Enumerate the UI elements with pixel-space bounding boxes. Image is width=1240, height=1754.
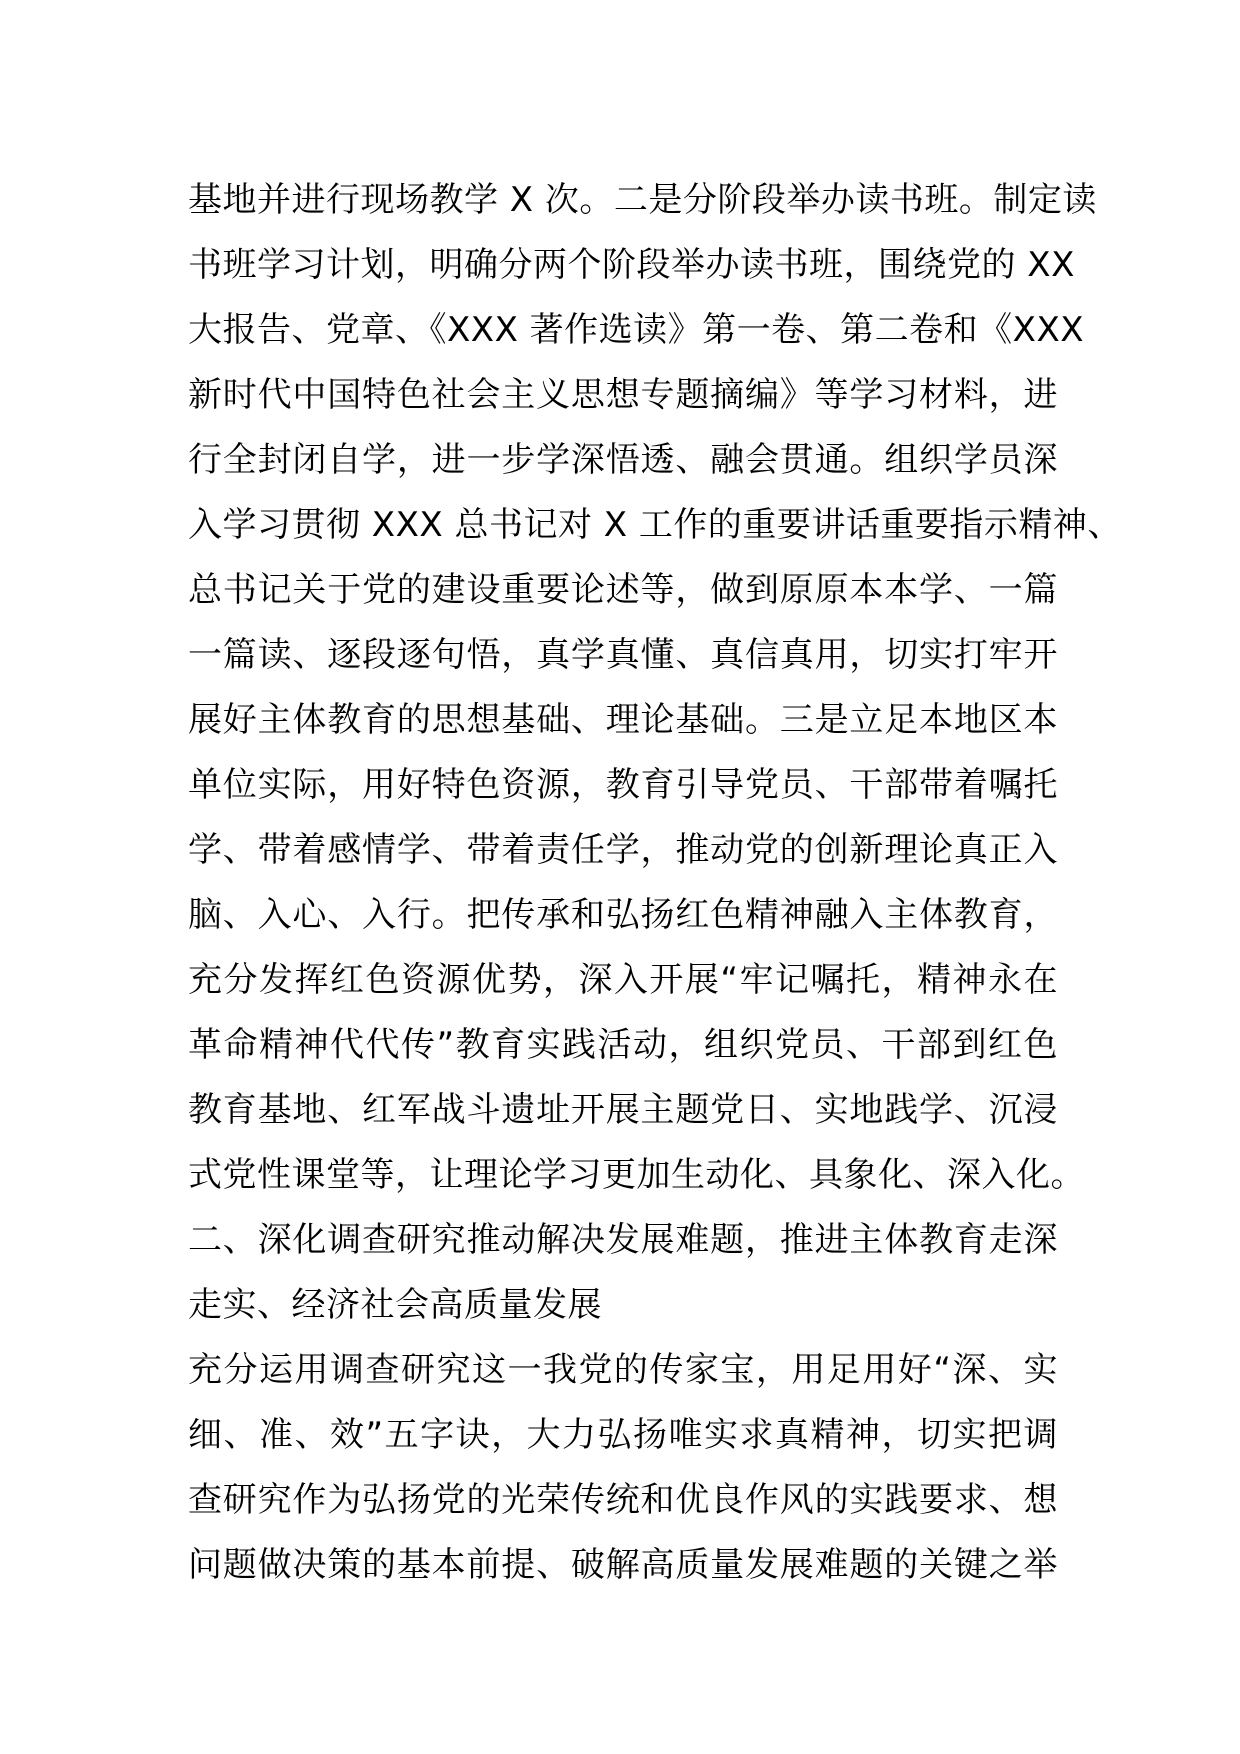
text-line: 展好主体教育的思想基础、理论基础。三是立足本地区本 xyxy=(188,700,1058,740)
text-line: 学、带着感情学、带着责任学，推动党的创新理论真正入 xyxy=(188,830,1058,870)
text-line: 充分发挥红色资源优势，深入开展“牢记嘱托，精神永在 xyxy=(188,960,1058,1000)
text-line: 总书记关于党的建设重要论述等，做到原原本本学、一篇 xyxy=(188,570,1058,610)
text-line: 单位实际，用好特色资源，教育引导党员、干部带着嘱托 xyxy=(188,765,1058,805)
text-line: 一篇读、逐段逐句悟，真学真懂、真信真用，切实打牢开 xyxy=(188,635,1058,675)
text-line: 教育基地、红军战斗遗址开展主题党日、实地践学、沉浸 xyxy=(188,1090,1058,1130)
text-line: 革命精神代代传”教育实践活动，组织党员、干部到红色 xyxy=(188,1025,1058,1065)
text-line: 式党性课堂等，让理论学习更加生动化、具象化、深入化。 xyxy=(188,1155,1085,1195)
text-line: 充分运用调查研究这一我党的传家宝，用足用好“深、实 xyxy=(188,1350,1058,1390)
section-heading-line: 走实、经济社会高质量发展 xyxy=(188,1285,602,1325)
text-line: 新时代中国特色社会主义思想专题摘编》等学习材料，进 xyxy=(188,375,1058,415)
text-line: 问题做决策的基本前提、破解高质量发展难题的关键之举 xyxy=(188,1545,1058,1585)
text-line: 行全封闭自学，进一步学深悟透、融会贯通。组织学员深 xyxy=(188,440,1058,480)
text-line: 细、准、效”五字诀，大力弘扬唯实求真精神，切实把调 xyxy=(188,1415,1058,1455)
section-heading-line: 二、深化调查研究推动解决发展难题，推进主体教育走深 xyxy=(188,1220,1058,1260)
text-line: 大报告、党章、《XXX 著作选读》第一卷、第二卷和《XXX xyxy=(188,310,1085,350)
body-text xyxy=(188,168,1122,1598)
text-line: 基地并进行现场教学 X 次。二是分阶段举办读书班。制定读 xyxy=(188,180,1097,220)
text-line: 入学习贯彻 XXX 总书记对 X 工作的重要讲话重要指示精神、 xyxy=(188,505,1122,545)
text-line: 查研究作为弘扬党的光荣传统和优良作风的实践要求、想 xyxy=(188,1480,1058,1520)
text-line: 脑、入心、入行。把传承和弘扬红色精神融入主体教育， xyxy=(188,895,1058,935)
text-line: 书班学习计划，明确分两个阶段举办读书班，围绕党的 XX xyxy=(188,245,1075,285)
